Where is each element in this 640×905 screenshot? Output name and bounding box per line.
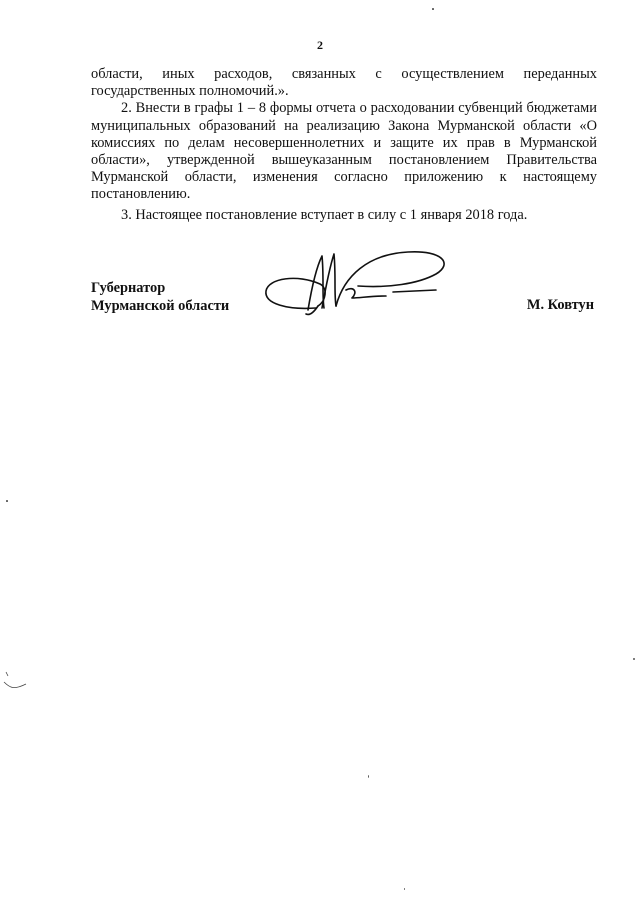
signatory-title: [91, 280, 229, 315]
signatory-name: М. Ковтун: [526, 297, 594, 313]
scan-speck: [368, 775, 369, 778]
scan-speck: [633, 658, 635, 660]
signatory-title-line2: Мурманской области: [91, 297, 230, 314]
handwritten-signature: [258, 246, 458, 324]
paragraph-item-2: 2. Внести в графы 1 – 8 формы отчета о расходовании субвенций бюджетами муниципальных образований на реализацию Закона Мурманской области «О комиссиях по делам несовершеннолетних и защите их прав в Мурманской области», утвержденной вышеуказанным постановлением Правительства Мурманской области, изменения согласно приложению к настоящему постановлению.: [91, 100, 597, 203]
scan-speck: [404, 888, 405, 890]
page-number: 2: [317, 38, 323, 52]
scan-speck: [432, 8, 434, 10]
document-body: [91, 66, 597, 224]
scan-mark: [0, 668, 30, 696]
paragraph-item-3: 3. Настоящее постановление вступает в силу с 1 января 2018 года.: [121, 206, 528, 223]
signatory-title-line1: Губернатор: [91, 280, 166, 296]
paragraph-continuation: области, иных расходов, связанных с осуществлением переданных государственных полномочий.».: [91, 66, 597, 100]
scan-speck: [6, 500, 8, 502]
